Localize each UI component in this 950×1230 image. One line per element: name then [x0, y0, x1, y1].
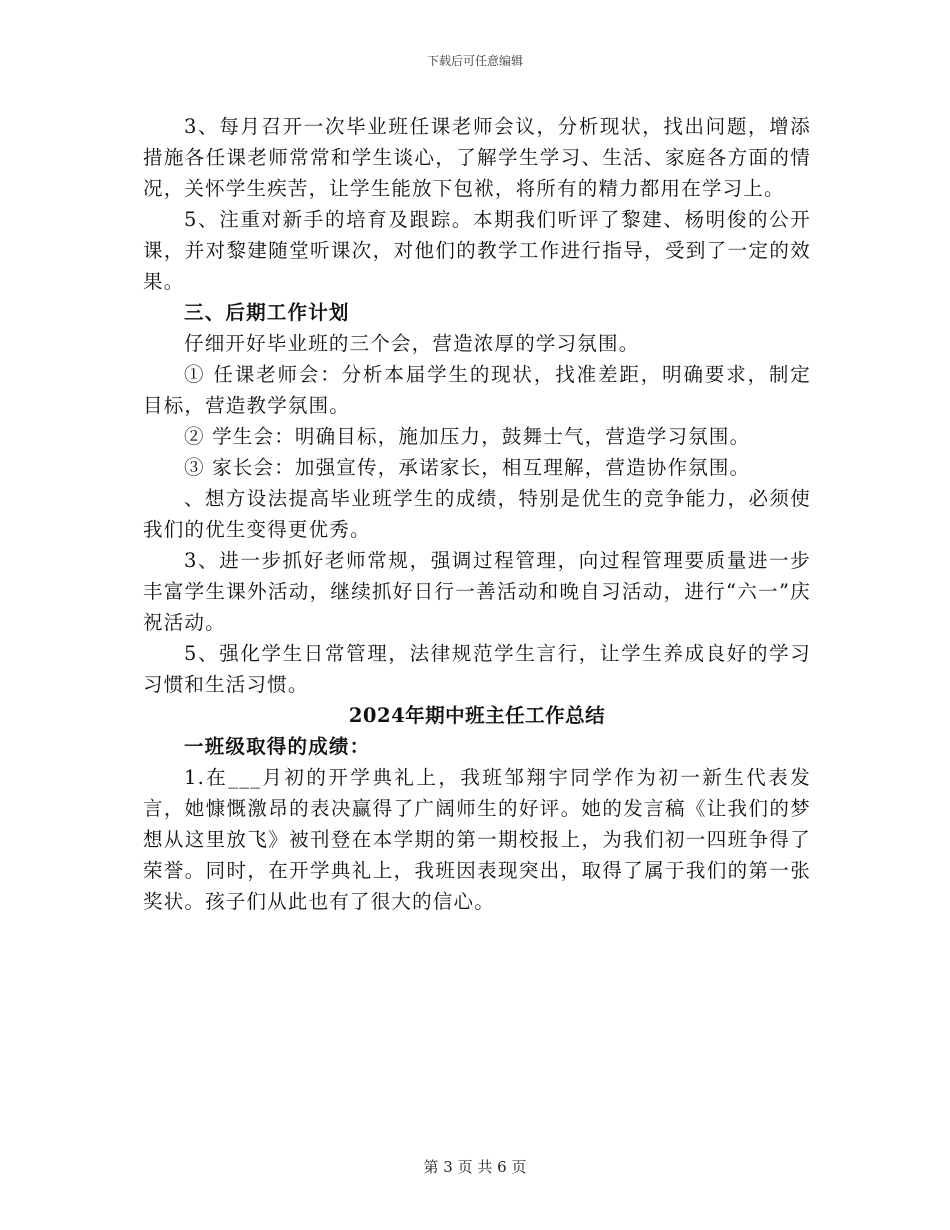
- page-header: 下载后可任意编辑: [426, 54, 523, 68]
- list-item: ② 学生会：明确目标，施加压力，鼓舞士气，营造学习氛围。: [184, 425, 751, 448]
- document-body: [143, 111, 811, 917]
- list-item: ① 任课老师会：分析本届学生的现状，找准差距，明确要求，制定目标，营造教学氛围。: [143, 363, 811, 417]
- paragraph: 5、注重对新手的培育及跟踪。本期我们听评了黎建、杨明俊的公开课，并对黎建随堂听课次，对他们的教学工作进行指导，受到了一定的效果。: [143, 208, 811, 293]
- subheading: 一班级取得的成绩：: [184, 735, 371, 758]
- paragraph: 3、每月召开一次毕业班任课老师会议，分析现状，找出问题，增添措施各任课老师常常和学生谈心，了解学生学习、生活、家庭各方面的情况，关怀学生疾苦，让学生能放下包袱，将所有的精力都用在学习上。: [143, 115, 811, 200]
- list-item: ③ 家长会：加强宣传，承诺家长，相互理解，营造协作氛围。: [184, 456, 751, 479]
- page-footer: 第 3 页 共 6 页: [423, 1158, 527, 1176]
- paragraph: 仔细开好毕业班的三个会，营造浓厚的学习氛围。: [184, 332, 640, 355]
- paragraph: 3、进一步抓好老师常规，强调过程管理，向过程管理要质量进一步丰富学生课外活动，继续抓好日行一善活动和晚自习活动，进行“六一”庆祝活动。: [143, 549, 811, 634]
- paragraph: 5、强化学生日常管理，法律规范学生言行，让学生养成良好的学习习惯和生活习惯。: [143, 642, 811, 696]
- section-heading: 三、后期工作计划: [184, 301, 350, 324]
- paragraph: 1.在___月初的开学典礼上，我班邹翔宇同学作为初一新生代表发言，她慷慨激昂的表决赢得了广阔师生的好评。她的发言稿《让我们的梦想从这里放飞》被刊登在本学期的第一期校报上，为我们初一四班争得了荣誉。同时，在开学典礼上，我班因表现突出，取得了属于我们的第一张奖状。孩子们从此也有了很大的信心。: [143, 766, 811, 913]
- document-title: 2024年期中班主任工作总结: [348, 704, 606, 727]
- paragraph: 、想方设法提高毕业班学生的成绩，特别是优生的竞争能力，必须使我们的优生变得更优秀。: [143, 487, 811, 541]
